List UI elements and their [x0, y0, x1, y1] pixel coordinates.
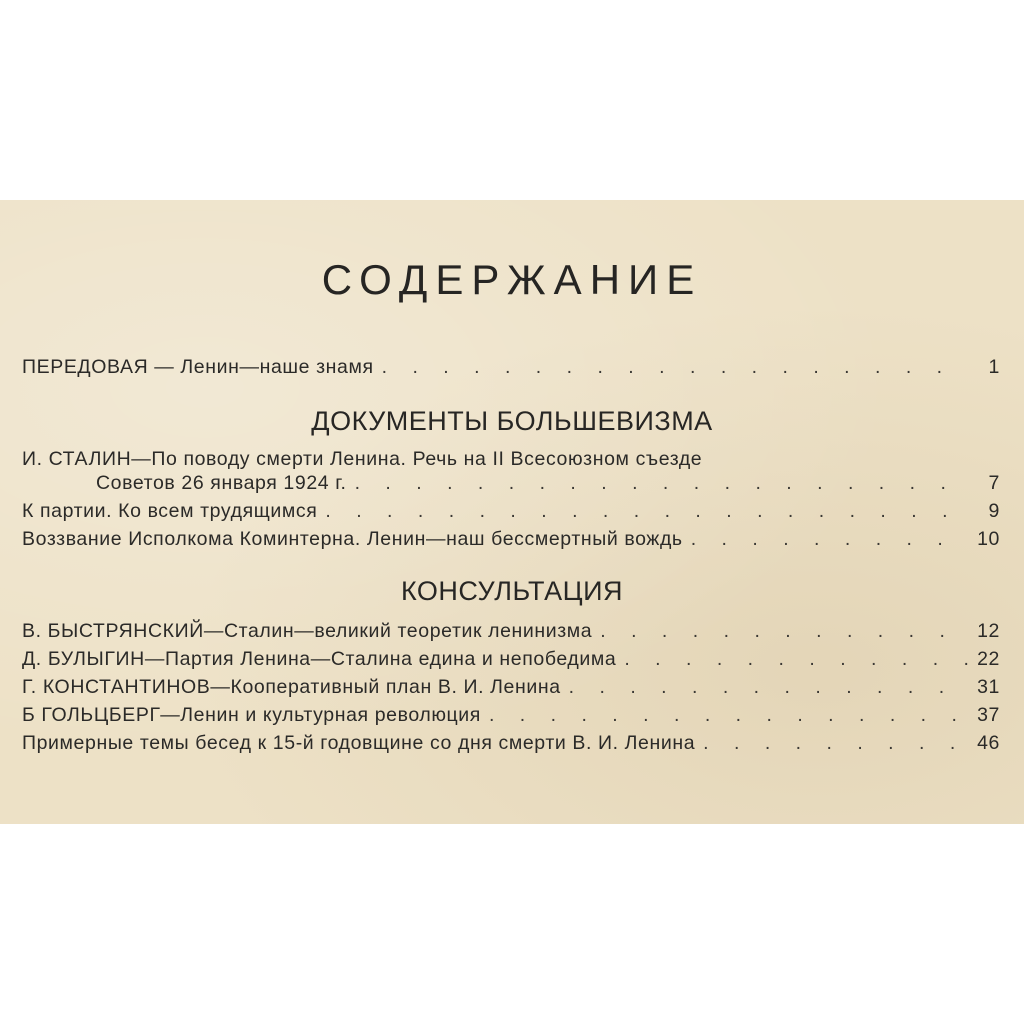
dot-leader — [355, 472, 968, 495]
toc-entry-party — [22, 500, 1000, 526]
toc-entry-author: Б ГОЛЬЦБЕРГ — [22, 704, 161, 726]
section-heading-documents: ДОКУМЕНТЫ БОЛЬШЕВИЗМА — [311, 406, 713, 436]
toc-page-number: 7 — [988, 472, 1000, 494]
toc-entry-title: Воззвание Исполкома Коминтерна. Ленин—наш бессмертный вождь — [22, 528, 683, 550]
toc-entry-author: Г. КОНСТАНТИНОВ — [22, 676, 211, 698]
toc-entry-stalin-line2 — [96, 472, 1000, 498]
dot-leader — [703, 732, 968, 755]
toc-entry-text — [22, 648, 616, 671]
toc-page-number: 10 — [977, 528, 1000, 550]
toc-page-number: 1 — [988, 356, 1000, 378]
toc-entry-text — [22, 620, 592, 643]
toc-page-number: 12 — [977, 620, 1000, 642]
toc-entry-text — [22, 356, 374, 379]
toc-page-number: 31 — [977, 676, 1000, 698]
toc-entry-text — [22, 676, 561, 699]
toc-entry-title: —Кооперативный план В. И. Ленина — [210, 676, 561, 698]
toc-entry-bulygin — [22, 648, 1000, 674]
toc-page-number: 22 — [977, 648, 1000, 670]
toc-entry-title: — Ленин—наше знамя — [148, 356, 374, 378]
toc-entry-author: В. БЫСТРЯНСКИЙ — [22, 620, 204, 642]
dot-leader — [569, 676, 968, 699]
toc-entry-comintern — [22, 528, 1000, 554]
dot-leader — [691, 528, 968, 551]
toc-entry-konstantinov — [22, 676, 1000, 702]
dot-leader — [489, 704, 968, 727]
toc-page-number: 9 — [988, 500, 1000, 522]
toc-entry-author: ПЕРЕДОВАЯ — [22, 356, 149, 378]
toc-entry-title: Примерные темы бесед к 15-й годовщине со дня смерти В. И. Ленина — [22, 732, 696, 754]
section-heading-consultation: КОНСУЛЬТАЦИЯ — [401, 576, 623, 606]
toc-entry-title: Советов 26 января 1924 г. — [96, 472, 347, 494]
toc-entry-bystryansky — [22, 620, 1000, 646]
dot-leader — [325, 500, 968, 523]
toc-entry-goltsberg — [22, 704, 1000, 730]
toc-entry-lead — [22, 356, 1000, 382]
toc-entry-author: Д. БУЛЫГИН — [22, 648, 145, 670]
table-of-contents-page — [0, 200, 1024, 824]
toc-entry-title: —Сталин—великий теоретик ленинизма — [203, 620, 593, 642]
toc-entry-title: К партии. Ко всем трудящимся — [22, 500, 318, 522]
toc-page-number: 46 — [977, 732, 1000, 754]
toc-page-number: 37 — [977, 704, 1000, 726]
toc-entry-themes — [22, 732, 1000, 758]
toc-entry-stalin-line1: И. СТАЛИН—По поводу смерти Ленина. Речь на II Всесоюзном съезде — [22, 448, 703, 470]
toc-entry-text — [22, 704, 481, 727]
dot-leader — [600, 620, 968, 643]
dot-leader — [624, 648, 968, 671]
toc-entry-title: —Партия Ленина—Сталина едина и непобедима — [144, 648, 617, 670]
page-title: СОДЕРЖАНИЕ — [321, 256, 703, 303]
toc-entry-title: —Ленин и культурная революция — [160, 704, 481, 726]
dot-leader — [382, 356, 968, 379]
